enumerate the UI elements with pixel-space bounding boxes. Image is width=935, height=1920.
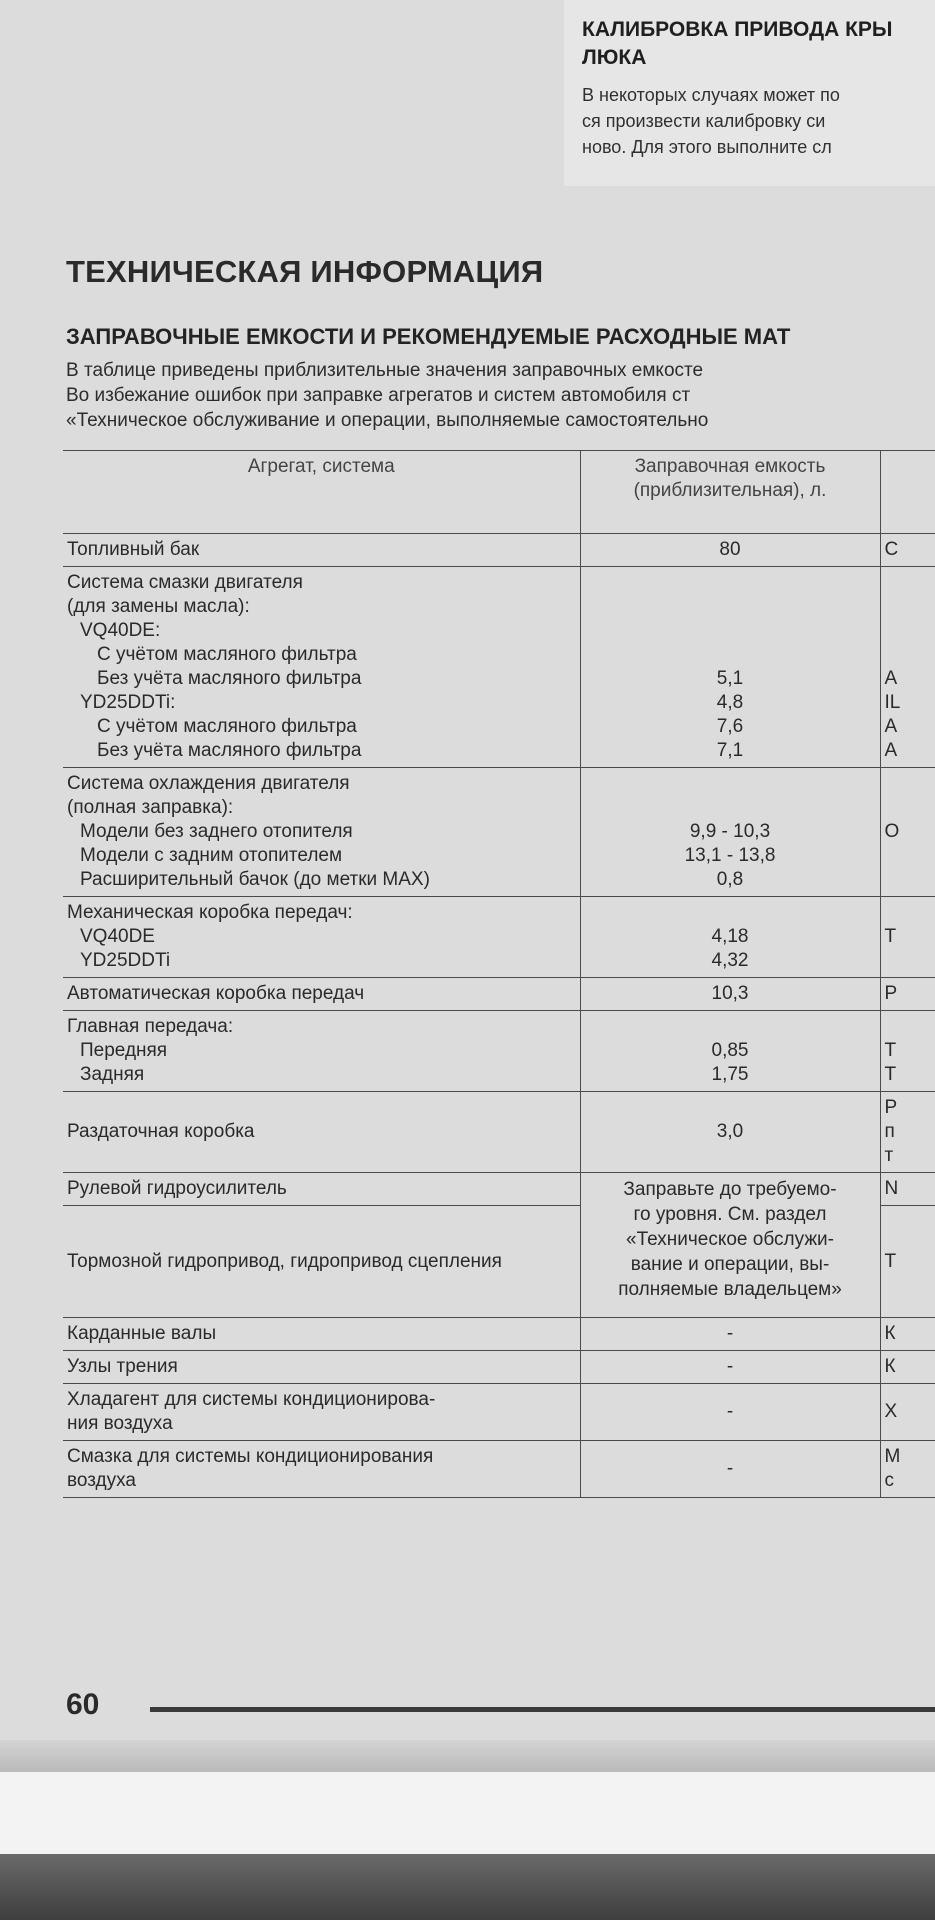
- calibration-text: В некоторых случаях может по ся произвести калибровку си ново. Для этого выполните сл: [582, 85, 840, 157]
- header-unit-system: Агрегат, система: [63, 451, 580, 534]
- table-row: Карданные валы - К: [63, 1318, 935, 1351]
- fill-to-level-note: Заправьте до требуемо- го уровня. См. раздел «Техническое обслужи- вание и операции, вы- полняемые владельцем»: [580, 1173, 880, 1318]
- section-title: ТЕХНИЧЕСКАЯ ИНФОРМАЦИЯ: [66, 254, 544, 289]
- table-row: Автоматическая коробка передач 10,3 Р: [63, 978, 935, 1011]
- footer-rule: [150, 1707, 935, 1712]
- header-col3: [880, 451, 935, 534]
- page-number: 60: [66, 1688, 100, 1721]
- table-row: Рулевой гидроусилитель Заправьте до требуемо- го уровня. См. раздел «Техническое обслужи- вание и операции, вы- полняемые владельцем» N: [63, 1173, 935, 1206]
- page-bottom-edge: [0, 1740, 935, 1772]
- subsection-title: ЗАПРАВОЧНЫЕ ЕМКОСТИ И РЕКОМЕНДУЕМЫЕ РАСХОДНЫЕ МАТ: [66, 324, 791, 349]
- table-row: Хладагент для системы кондиционирова- ния воздуха - Х: [63, 1384, 935, 1441]
- viewer-dark-bar: [0, 1854, 935, 1920]
- table-row: Главная передача: Передняя Задняя 0,85 1,75 Т Т: [63, 1011, 935, 1092]
- table-row: Механическая коробка передач: VQ40DE YD25DDTi 4,18 4,32 Т: [63, 897, 935, 978]
- calibration-title: КАЛИБРОВКА ПРИВОДА КРЫ ЛЮКА: [582, 18, 893, 69]
- intro-paragraph: В таблице приведены приблизительные значения заправочных емкосте Во избежание ошибок при заправке агрегатов и систем автомобиля ст «Техническое обслуживание и операции, выполняемые самостоятельно: [66, 360, 709, 431]
- table-row: Раздаточная коробка 3,0 Р п т: [63, 1092, 935, 1173]
- capacities-table: [63, 450, 935, 1498]
- table-row: Смазка для системы кондиционирования воздуха - М с: [63, 1441, 935, 1498]
- header-capacity: Заправочная емкость (приблизительная), л.: [580, 451, 880, 534]
- table-row: Топливный бак 80 С: [63, 534, 935, 567]
- table-row: Узлы трения - К: [63, 1351, 935, 1384]
- table-row: Тормозной гидропривод, гидропривод сцепления Т: [63, 1206, 935, 1318]
- table-row: Система смазки двигателя (для замены масла): VQ40DE: С учётом масляного фильтра Без учёта масляного фильтра YD25DDTi: С учётом масляного фильтра Без учёта масляного фильтра 5,1 4,8 7,6 7,1 А IL А А: [63, 567, 935, 768]
- viewer-background-strip: [0, 1772, 935, 1854]
- table-row: Система охлаждения двигателя (полная заправка): Модели без заднего отопителя Модели с задним отопителем Расширительный бачок (до метки MAX) 9,9 - 10,3 13,1 - 13,8 0,8 О: [63, 768, 935, 897]
- table-header-row: [63, 451, 935, 534]
